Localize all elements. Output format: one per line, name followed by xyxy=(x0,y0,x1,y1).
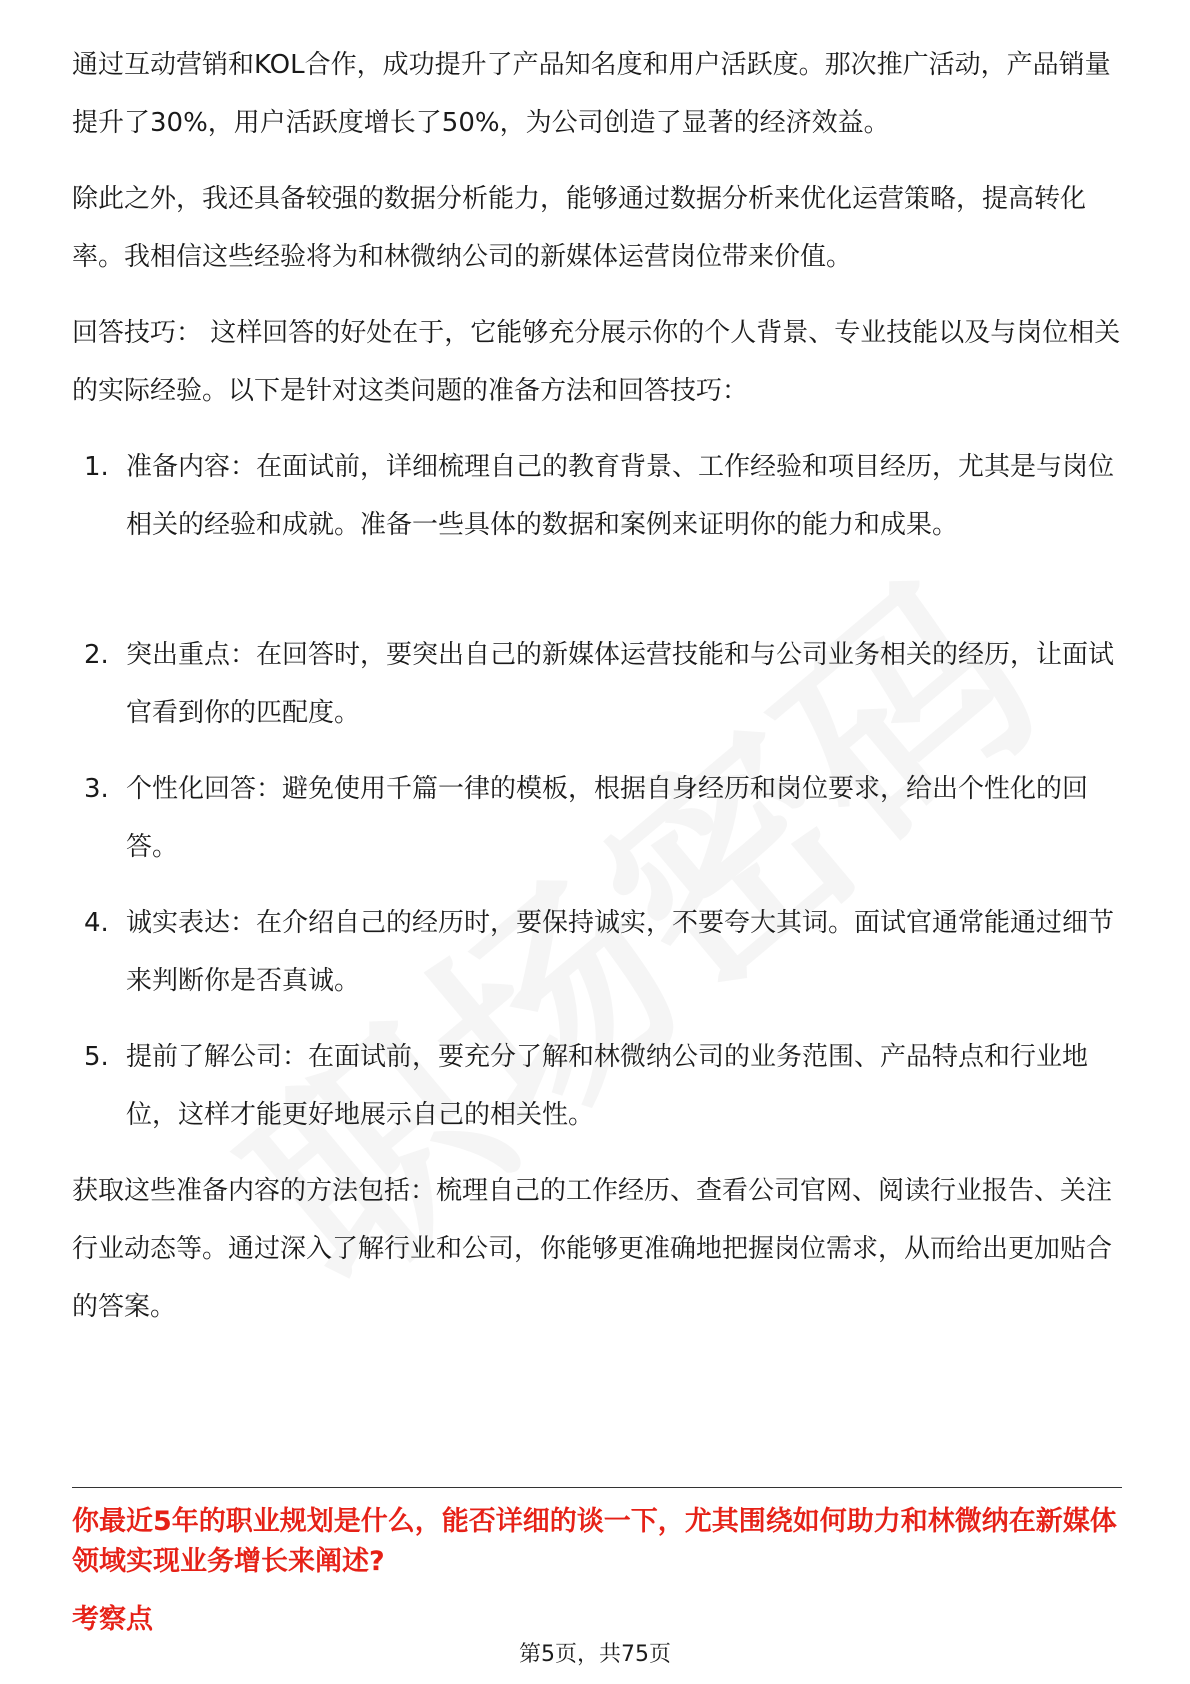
list-item-2 xyxy=(84,626,1114,742)
list-item-5 xyxy=(84,1028,1114,1144)
list-number: 5. xyxy=(84,1042,109,1072)
paragraph-kol-results: 通过互动营销和KOL合作，成功提升了产品知名度和用户活跃度。那次推广活动，产品销量提升了30%，用户活跃度增长了50%，为公司创造了显著的经济效益。 xyxy=(72,50,1111,138)
list-item-4 xyxy=(84,894,1114,1010)
list-text: 提前了解公司：在面试前，要充分了解和林微纳公司的业务范围、产品特点和行业地位，这样才能更好地展示自己的相关性。 xyxy=(126,1042,1089,1130)
paragraph-data-analysis: 除此之外，我还具备较强的数据分析能力，能够通过数据分析来优化运营策略，提高转化率。我相信这些经验将为和林微纳公司的新媒体运营岗位带来价值。 xyxy=(72,184,1087,272)
list-text: 诚实表达：在介绍自己的经历时，要保持诚实，不要夸大其词。面试官通常能通过细节来判断你是否真诚。 xyxy=(126,908,1115,996)
page-number: 第5页，共75页 xyxy=(519,1642,671,1667)
list-number: 3. xyxy=(84,774,109,804)
paragraph-answer-tips: 回答技巧： 这样回答的好处在于，它能够充分展示你的个人背景、专业技能以及与岗位相关的实际经验。以下是针对这类问题的准备方法和回答技巧： xyxy=(72,318,1121,406)
subheading-assessment-points: 考察点 xyxy=(72,1604,153,1635)
list-text: 准备内容：在面试前，详细梳理自己的教育背景、工作经验和项目经历，尤其是与岗位相关的经验和成就。准备一些具体的数据和案例来证明你的能力和成果。 xyxy=(126,452,1115,540)
list-item-1 xyxy=(84,438,1114,554)
section-divider xyxy=(72,1487,1122,1488)
list-text: 个性化回答：避免使用千篇一律的模板，根据自身经历和岗位要求，给出个性化的回答。 xyxy=(126,774,1089,862)
list-number: 4. xyxy=(84,908,109,938)
list-number: 1. xyxy=(84,452,109,482)
question-heading: 你最近5年的职业规划是什么，能否详细的谈一下，尤其围绕如何助力和林微纳在新媒体领域实现业务增长来阐述? xyxy=(72,1506,1117,1577)
list-text: 突出重点：在回答时，要突出自己的新媒体运营技能和与公司业务相关的经历，让面试官看到你的匹配度。 xyxy=(126,640,1115,728)
list-number: 2. xyxy=(84,640,109,670)
list-item-3 xyxy=(84,760,1114,876)
paragraph-preparation-methods: 获取这些准备内容的方法包括：梳理自己的工作经历、查看公司官网、阅读行业报告、关注行业动态等。通过深入了解行业和公司，你能够更准确地把握岗位需求，从而给出更加贴合的答案。 xyxy=(72,1176,1113,1322)
